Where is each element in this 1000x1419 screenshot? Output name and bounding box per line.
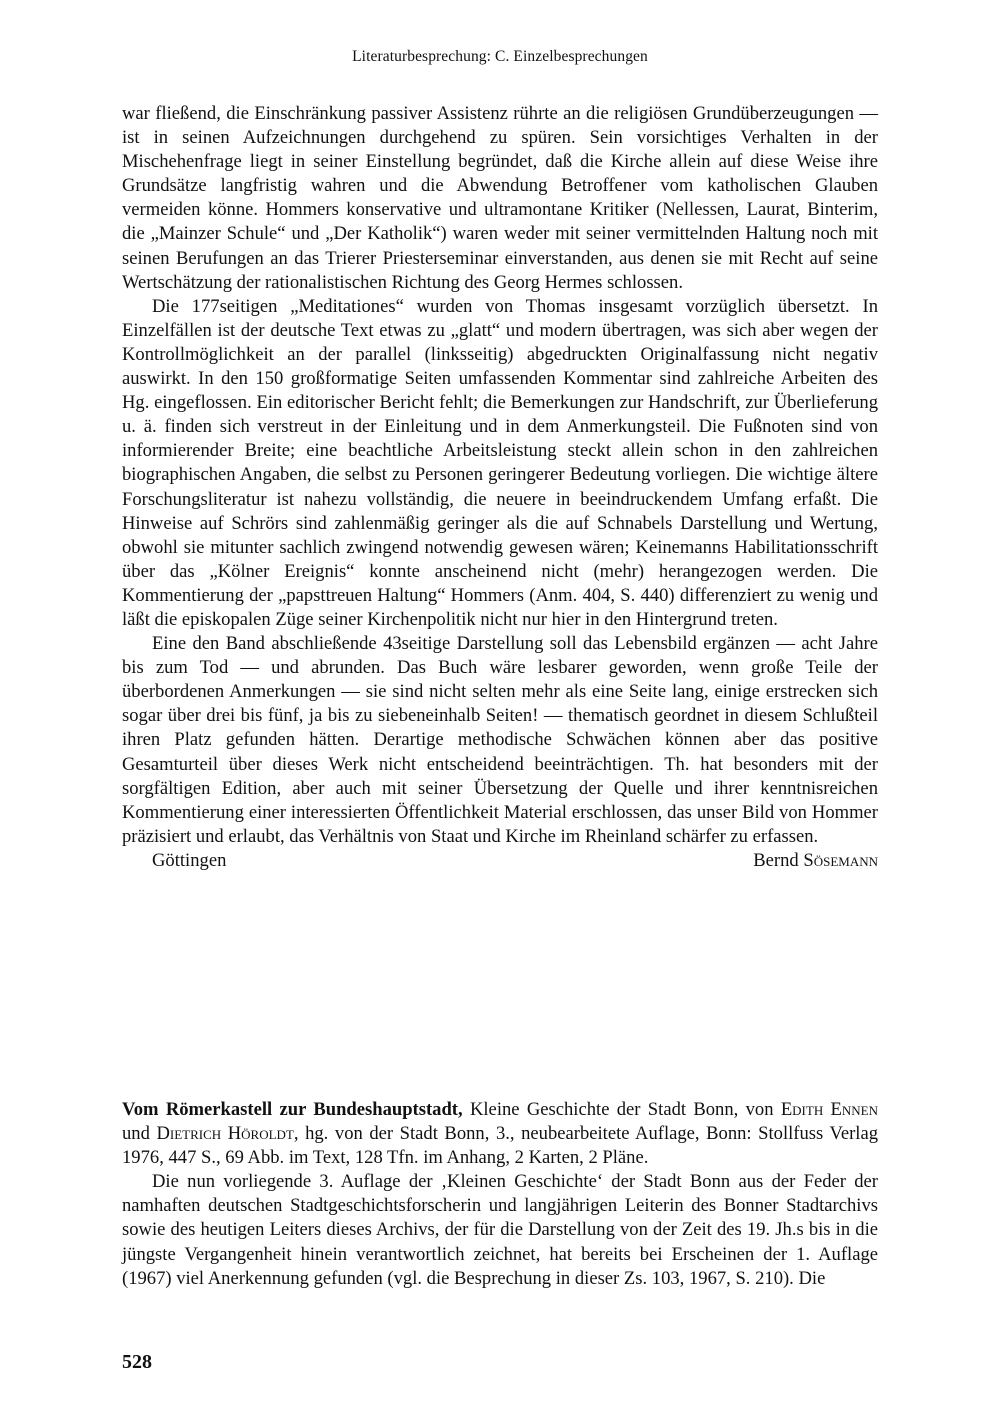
review-paragraph: Die 177seitigen „Meditationes“ wurden von Thomas insgesamt vorzüglich übersetzt. In Einzelfällen ist der deutsche Text etwas zu „glatt“ und modern übertragen, was sich aber wegen der Kontrollmöglichkeit an der parallel (linksseitig) abgedruckten Originalfassung nicht negativ auswirkt. In den 150 großformatige Seiten umfassenden Kommentar sind zahlreiche Arbeiten des Hg. eingeflossen. Ein editorischer Bericht fehlt; die Bemerkungen zur Handschrift, zur Überlieferung u. ä. finden sich verstreut in der Einleitung und in dem Anmerkungsteil. Die Fußnoten sind von informierender Breite; eine beachtliche Arbeitsleistung steckt allein schon in den zahlreichen biographischen Angaben, die selbst zu Personen geringerer Bedeutung vorliegen. Die wichtige ältere Forschungsliteratur ist nahezu vollständig, die neuere in beeindruckendem Umfang erfaßt. Die Hinweise auf Schrörs sind zahlenmäßig geringer als die auf Schnabels Darstellung und Wertung, obwohl sie mitunter sachlich zwingend notwendig gewesen wären; Keinemanns Habilitationsschrift über das „Kölner Ereignis“ konnte anscheinend nicht (mehr) herangezogen werden. Die Kommentierung der „papsttreuen Haltung“ Hommers (Anm. 404, S. 440) differenziert zu wenig und läßt die episkopalen Züge seiner Kirchenpolitik nicht nur hier in den Hintergrund treten.	[122, 295, 878, 630]
running-header: Literaturbesprechung: C. Einzelbesprechungen	[352, 48, 648, 65]
reviewer-place: Göttingen	[152, 849, 227, 871]
reviewer-name	[753, 849, 878, 873]
bibliographic-entry	[122, 1098, 878, 1170]
publication-details: , hg. von der Stadt Bonn, 3., neubearbeitete Auflage, Bonn: Stollfuss Verlag 1976, 447 S., 69 Abb. im Text, 128 Tfn. im Anhang, 2 Karten, 2 Pläne.	[122, 1123, 878, 1169]
book-subtitle: Kleine Geschichte der Stadt Bonn, von	[462, 1099, 781, 1120]
reviewer-first-name: Bernd	[753, 849, 799, 871]
author-name: Edith Ennen	[780, 1099, 878, 1120]
review-hommer-continuation	[122, 102, 878, 873]
author-name: Dietrich Höroldt	[156, 1123, 294, 1145]
review-signoff	[122, 849, 878, 873]
review-paragraph: Eine den Band abschließende 43seitige Darstellung soll das Lebensbild ergänzen — acht Jahre bis zum Tod — und abrunden. Das Buch wäre lesbarer geworden, wenn große Teile der überbordenen Anmerkungen — sie sind nicht selten mehr als eine Seite lang, einige erstrecken sich sogar über drei bis fünf, ja bis zu siebeneinhalb Seiten! — thematisch geordnet in diesem Schlußteil ihren Platz gefunden hätten. Derartige methodische Schwächen können aber das positive Gesamturteil über dieses Werk nicht entscheidend beeinträchtigen. Th. hat besonders mit der sorgfältigen Edition, aber auch mit seiner Übersetzung der Quelle und ihrer kenntnisreichen Kommentierung einer interessierten Öffentlichkeit Material erschlossen, das unser Bild von Hommer präzisiert und erlaubt, das Verhältnis von Staat und Kirche im Rheinland schärfer zu erfassen.	[122, 633, 878, 847]
review-paragraph: Die nun vorliegende 3. Auflage der ‚Kleinen Geschichte‘ der Stadt Bonn aus der Feder der namhaften deutschen Stadtgeschichtsforscherin und langjährigen Leiterin des Bonner Stadtarchivs sowie des heutigen Leiters dieses Archivs, der für die Darstellung von der Zeit des 19. Jh.s bis in die jüngste Vergangenheit hinein verantwortlich zeichnet, hat bereits bei Erscheinen der 1. Auflage (1967) viel Anerkennung gefunden (vgl. die Besprechung in dieser Zs. 103, 1967, S. 210). Die	[122, 1171, 878, 1289]
review-paragraph: war fließend, die Einschränkung passiver Assistenz rührte an die religiösen Grundüberzeugungen — ist in seinen Aufzeichnungen durchgehend zu spüren. Sein vorsichtiges Verhalten in der Mischehenfrage liegt in seiner Einstellung begründet, daß die Kirche allein auf diese Weise ihre Grundsätze langfristig wahren und die Abwendung Betroffener vom katholischen Glauben vermeiden könne. Hommers konservative und ultramontane Kritiker (Nellessen, Laurat, Binterim, die „Mainzer Schule“ und „Der Katholik“) waren weder mit seiner vermittelnden Haltung noch mit seinen Berufungen an das Trierer Priesterseminar einverstanden, aus denen sie mit Recht auf seine Wertschätzung der rationalistischen Richtung des Georg Hermes schlossen.	[122, 103, 878, 293]
conjunction: und	[122, 1123, 157, 1145]
review-bonn-history	[122, 1098, 878, 1291]
reviewer-last-name: Sösemann	[803, 849, 878, 871]
book-title: Vom Römerkastell zur Bundeshauptstadt,	[122, 1099, 463, 1120]
page-number: 528	[122, 1351, 152, 1373]
